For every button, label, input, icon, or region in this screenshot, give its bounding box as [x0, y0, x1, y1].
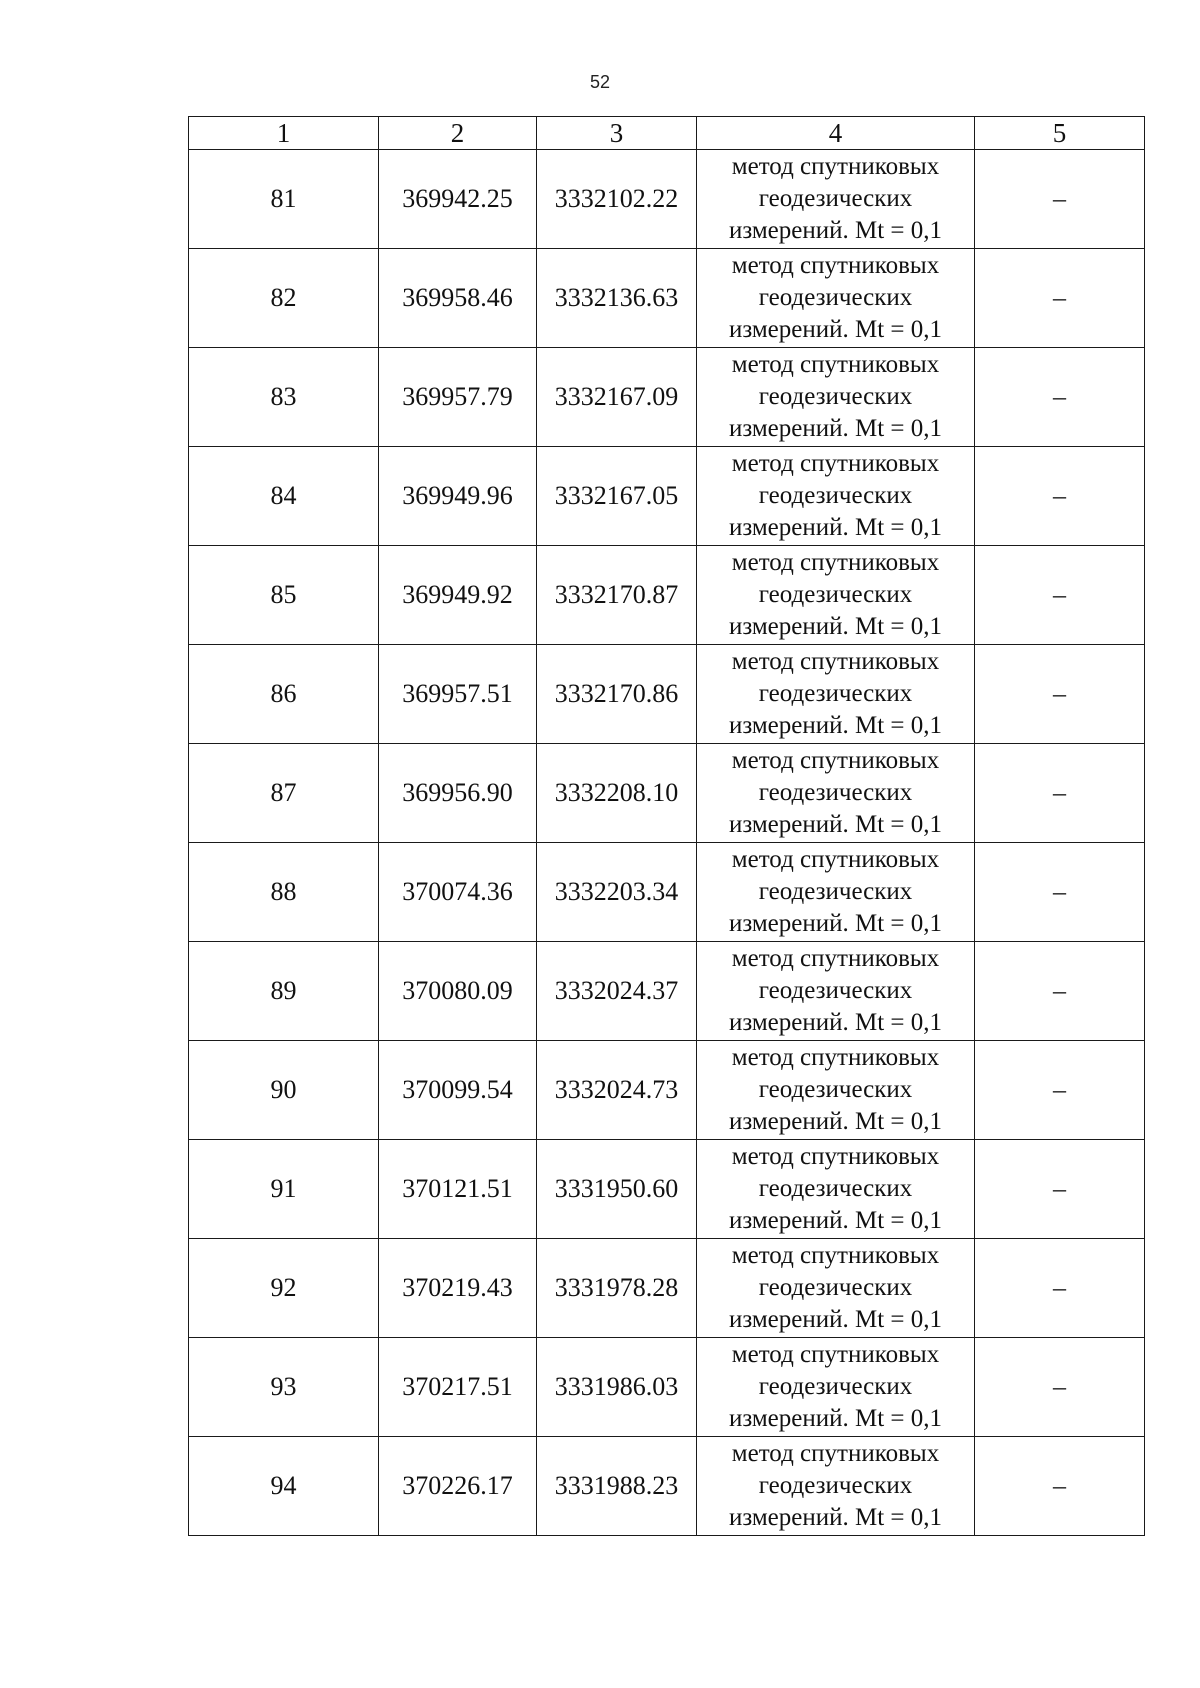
table-row [189, 150, 1145, 249]
method-cell: метод спутниковых геодезических измерений. Mt = 0,1 [697, 1239, 975, 1338]
column-header-3: 3 [537, 117, 697, 150]
y-coordinate-cell: 3331986.03 [537, 1338, 697, 1437]
x-coordinate-cell: 370121.51 [379, 1140, 537, 1239]
coordinates-table [188, 116, 1145, 1536]
method-cell: метод спутниковых геодезических измерений. Mt = 0,1 [697, 744, 975, 843]
y-coordinate-cell: 3332024.73 [537, 1041, 697, 1140]
method-cell: метод спутниковых геодезических измерений. Mt = 0,1 [697, 150, 975, 249]
note-cell: – [975, 843, 1145, 942]
table-row [189, 546, 1145, 645]
x-coordinate-cell: 370226.17 [379, 1437, 537, 1536]
column-header-4: 4 [697, 117, 975, 150]
table-row [189, 645, 1145, 744]
note-cell: – [975, 1041, 1145, 1140]
method-cell: метод спутниковых геодезических измерений. Mt = 0,1 [697, 1140, 975, 1239]
y-coordinate-cell: 3332208.10 [537, 744, 697, 843]
note-cell: – [975, 348, 1145, 447]
point-number-cell: 94 [189, 1437, 379, 1536]
table-row [189, 447, 1145, 546]
point-number-cell: 81 [189, 150, 379, 249]
point-number-cell: 83 [189, 348, 379, 447]
point-number-cell: 93 [189, 1338, 379, 1437]
method-cell: метод спутниковых геодезических измерений. Mt = 0,1 [697, 1338, 975, 1437]
note-cell: – [975, 1437, 1145, 1536]
column-header-2: 2 [379, 117, 537, 150]
method-cell: метод спутниковых геодезических измерений. Mt = 0,1 [697, 348, 975, 447]
table-row [189, 1140, 1145, 1239]
y-coordinate-cell: 3332170.86 [537, 645, 697, 744]
point-number-cell: 88 [189, 843, 379, 942]
method-cell: метод спутниковых геодезических измерений. Mt = 0,1 [697, 249, 975, 348]
y-coordinate-cell: 3331988.23 [537, 1437, 697, 1536]
table-body [189, 150, 1145, 1536]
method-cell: метод спутниковых геодезических измерений. Mt = 0,1 [697, 645, 975, 744]
point-number-cell: 84 [189, 447, 379, 546]
table-row [189, 1239, 1145, 1338]
method-cell: метод спутниковых геодезических измерений. Mt = 0,1 [697, 843, 975, 942]
table-row [189, 348, 1145, 447]
note-cell: – [975, 546, 1145, 645]
x-coordinate-cell: 369957.79 [379, 348, 537, 447]
table-row [189, 1338, 1145, 1437]
point-number-cell: 87 [189, 744, 379, 843]
page-number: 52 [589, 72, 611, 92]
note-cell: – [975, 744, 1145, 843]
note-cell: – [975, 447, 1145, 546]
note-cell: – [975, 1338, 1145, 1437]
y-coordinate-cell: 3332203.34 [537, 843, 697, 942]
point-number-cell: 86 [189, 645, 379, 744]
point-number-cell: 82 [189, 249, 379, 348]
x-coordinate-cell: 369949.96 [379, 447, 537, 546]
point-number-cell: 90 [189, 1041, 379, 1140]
column-header-5: 5 [975, 117, 1145, 150]
note-cell: – [975, 1239, 1145, 1338]
table-header-row [189, 117, 1145, 150]
y-coordinate-cell: 3332167.09 [537, 348, 697, 447]
y-coordinate-cell: 3332102.22 [537, 150, 697, 249]
x-coordinate-cell: 370080.09 [379, 942, 537, 1041]
x-coordinate-cell: 370099.54 [379, 1041, 537, 1140]
x-coordinate-cell: 370217.51 [379, 1338, 537, 1437]
y-coordinate-cell: 3331978.28 [537, 1239, 697, 1338]
x-coordinate-cell: 370219.43 [379, 1239, 537, 1338]
method-cell: метод спутниковых геодезических измерений. Mt = 0,1 [697, 942, 975, 1041]
point-number-cell: 91 [189, 1140, 379, 1239]
y-coordinate-cell: 3331950.60 [537, 1140, 697, 1239]
table-row [189, 1041, 1145, 1140]
table-row [189, 843, 1145, 942]
y-coordinate-cell: 3332167.05 [537, 447, 697, 546]
note-cell: – [975, 150, 1145, 249]
y-coordinate-cell: 3332024.37 [537, 942, 697, 1041]
x-coordinate-cell: 370074.36 [379, 843, 537, 942]
point-number-cell: 85 [189, 546, 379, 645]
note-cell: – [975, 942, 1145, 1041]
table-row [189, 942, 1145, 1041]
table-row [189, 744, 1145, 843]
y-coordinate-cell: 3332136.63 [537, 249, 697, 348]
table-row [189, 249, 1145, 348]
table-row [189, 1437, 1145, 1536]
method-cell: метод спутниковых геодезических измерений. Mt = 0,1 [697, 1041, 975, 1140]
column-header-1: 1 [189, 117, 379, 150]
x-coordinate-cell: 369957.51 [379, 645, 537, 744]
x-coordinate-cell: 369949.92 [379, 546, 537, 645]
y-coordinate-cell: 3332170.87 [537, 546, 697, 645]
point-number-cell: 92 [189, 1239, 379, 1338]
x-coordinate-cell: 369958.46 [379, 249, 537, 348]
note-cell: – [975, 249, 1145, 348]
point-number-cell: 89 [189, 942, 379, 1041]
x-coordinate-cell: 369942.25 [379, 150, 537, 249]
method-cell: метод спутниковых геодезических измерений. Mt = 0,1 [697, 546, 975, 645]
note-cell: – [975, 645, 1145, 744]
note-cell: – [975, 1140, 1145, 1239]
method-cell: метод спутниковых геодезических измерений. Mt = 0,1 [697, 1437, 975, 1536]
x-coordinate-cell: 369956.90 [379, 744, 537, 843]
method-cell: метод спутниковых геодезических измерений. Mt = 0,1 [697, 447, 975, 546]
